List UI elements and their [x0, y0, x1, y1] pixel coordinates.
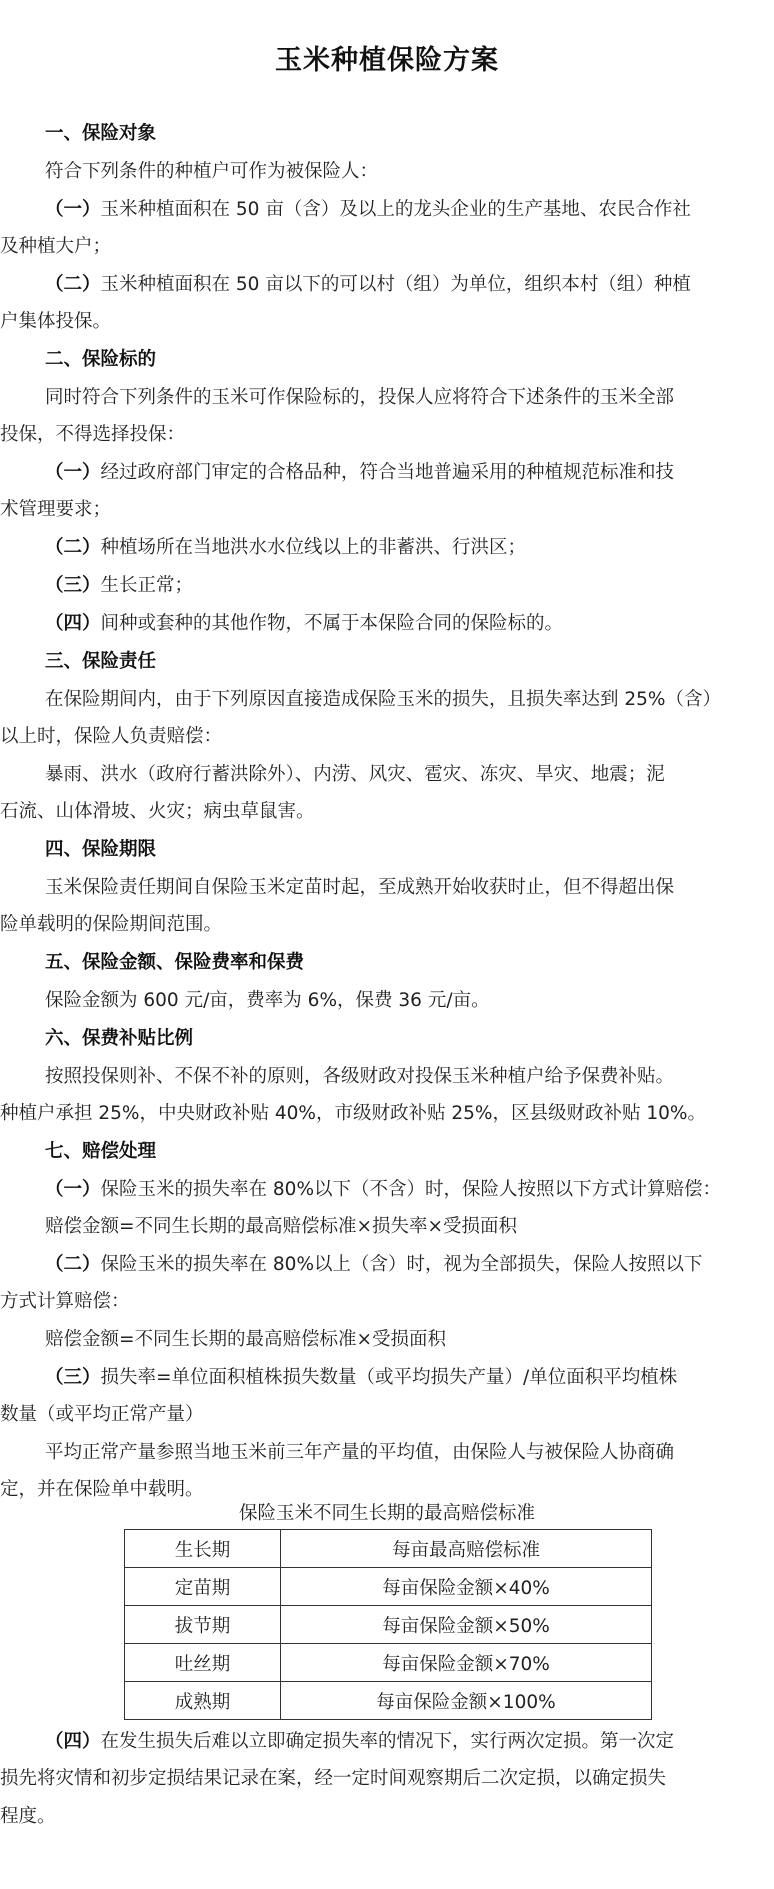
table-cell: 定苗期 [125, 1568, 281, 1606]
list-item [45, 572, 774, 600]
item-number: （一） [45, 199, 101, 220]
paragraph-continuation: 及种植大户； [0, 236, 112, 257]
paragraph-continuation: 户集体投保。 [0, 311, 112, 332]
paragraph: 暴雨、洪水（政府行蓄洪除外）、内涝、风灾、雹灾、冻灾、旱灾、地震；泥 [45, 764, 665, 785]
item-number: （二） [45, 537, 101, 558]
item-number: （三） [45, 575, 101, 596]
list-item [45, 459, 774, 487]
formula: 赔偿金额=不同生长期的最高赔偿标准×损失率×受损面积 [45, 1216, 518, 1237]
paragraph: 玉米保险责任期间自保险玉米定苗时起，至成熟开始收获时止，但不得超出保 [45, 877, 675, 898]
paragraph: 按照投保则补、不保不补的原则，各级财政对投保玉米种植户给予保费补贴。 [45, 1066, 675, 1087]
list-item [45, 196, 774, 224]
table-cell: 成熟期 [125, 1682, 281, 1720]
item-text: 间种或套种的其他作物，不属于本保险合同的保险标的。 [100, 613, 564, 634]
table-cell: 吐丝期 [125, 1644, 281, 1682]
item-text: 损失率=单位面积植株损失数量（或平均损失产量）/单位面积平均植株 [100, 1367, 678, 1388]
item-number: （一） [45, 1179, 101, 1200]
item-number: （二） [45, 1254, 101, 1275]
paragraph-continuation: 以上时，保险人负责赔偿： [0, 726, 223, 747]
formula: 赔偿金额=不同生长期的最高赔偿标准×受损面积 [45, 1329, 447, 1350]
section-heading: 一、保险对象 [45, 123, 157, 144]
table-header-row [125, 1530, 652, 1568]
list-item [45, 1251, 774, 1279]
item-text: 保险玉米的损失率在 80%以上（含）时，视为全部损失，保险人按照以下 [100, 1254, 703, 1275]
table-row [125, 1682, 652, 1720]
item-text: 种植场所在当地洪水水位线以上的非蓄洪、行洪区； [100, 537, 527, 558]
paragraph-continuation: 投保，不得选择投保： [0, 424, 186, 445]
section-heading: 六、保费补贴比例 [45, 1028, 194, 1049]
list-item [45, 271, 774, 299]
item-text: 玉米种植面积在 50 亩以下的可以村（组）为单位，组织本村（组）种植 [100, 274, 691, 295]
table-row [125, 1568, 652, 1606]
paragraph-continuation: 险单载明的保险期间范围。 [0, 914, 223, 935]
paragraph-continuation: 程度。 [0, 1806, 56, 1827]
paragraph-continuation: 方式计算赔偿： [0, 1291, 130, 1312]
item-text: 生长正常； [100, 575, 194, 596]
paragraph-continuation: 数量（或平均正常产量） [0, 1404, 204, 1425]
paragraph: 保险金额为 600 元/亩，费率为 6%，保费 36 元/亩。 [45, 990, 490, 1011]
list-item [45, 610, 774, 638]
table-cell: 拔节期 [125, 1606, 281, 1644]
section-heading: 四、保险期限 [45, 839, 157, 860]
item-text: 玉米种植面积在 50 亩（含）及以上的龙头企业的生产基地、农民合作社 [100, 199, 691, 220]
section-heading: 七、赔偿处理 [45, 1141, 157, 1162]
section-heading: 五、保险金额、保险费率和保费 [45, 952, 305, 973]
paragraph: 平均正常产量参照当地玉米前三年产量的平均值，由保险人与被保险人协商确 [45, 1442, 675, 1463]
paragraph-continuation: 损先将灾情和初步定损结果记录在案，经一定时间观察期后二次定损，以确定损失 [0, 1768, 667, 1789]
list-item [45, 1364, 774, 1392]
list-item [45, 1728, 774, 1756]
table-cell: 每亩保险金额×50% [281, 1606, 652, 1644]
item-number: （二） [45, 274, 101, 295]
section-heading: 二、保险标的 [45, 349, 157, 370]
paragraph: 符合下列条件的种植户可作为被保险人： [45, 161, 379, 182]
item-number: （四） [45, 613, 101, 634]
paragraph-continuation: 定，并在保险单中载明。 [0, 1479, 204, 1500]
item-number: （三） [45, 1367, 101, 1388]
item-text: 在发生损失后难以立即确定损失率的情况下，实行两次定损。第一次定 [100, 1731, 675, 1752]
paragraph-continuation: 种植户承担 25%，中央财政补贴 40%，市级财政补贴 25%，区县级财政补贴 10%。 [0, 1103, 707, 1124]
paragraph-continuation: 石流、山体滑坡、火灾；病虫草鼠害。 [0, 801, 315, 822]
table-cell: 每亩保险金额×70% [281, 1644, 652, 1682]
document-title: 玉米种植保险方案 [275, 45, 499, 76]
item-number: （四） [45, 1731, 101, 1752]
section-heading: 三、保险责任 [45, 651, 157, 672]
compensation-standard-table [124, 1529, 652, 1720]
table-header-cell: 生长期 [125, 1530, 281, 1568]
table-caption: 保险玉米不同生长期的最高赔偿标准 [238, 1503, 535, 1524]
item-text: 保险玉米的损失率在 80%以下（不含）时，保险人按照以下方式计算赔偿： [100, 1179, 722, 1200]
item-text: 经过政府部门审定的合格品种，符合当地普遍采用的种植规范标准和技 [100, 462, 675, 483]
table-row [125, 1606, 652, 1644]
paragraph: 在保险期间内，由于下列原因直接造成保险玉米的损失，且损失率达到 25%（含） [45, 689, 722, 710]
paragraph: 同时符合下列条件的玉米可作保险标的，投保人应将符合下述条件的玉米全部 [45, 387, 675, 408]
list-item [45, 1176, 774, 1204]
table-header-cell: 每亩最高赔偿标准 [281, 1530, 652, 1568]
table-cell: 每亩保险金额×40% [281, 1568, 652, 1606]
table-cell: 每亩保险金额×100% [281, 1682, 652, 1720]
table-row [125, 1644, 652, 1682]
paragraph-continuation: 术管理要求； [0, 499, 112, 520]
list-item [45, 534, 774, 562]
item-number: （一） [45, 462, 101, 483]
